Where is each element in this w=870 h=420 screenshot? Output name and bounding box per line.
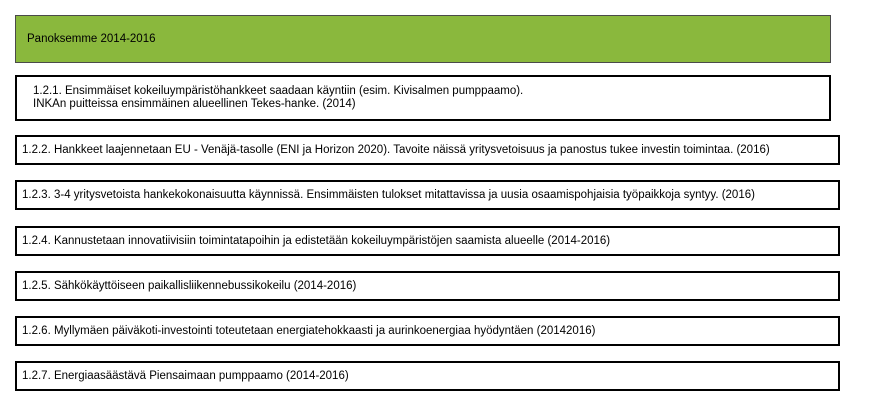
item-box-1-2-4 <box>15 226 840 256</box>
item-box-1-2-1 <box>15 75 831 121</box>
item-box-1-2-3 <box>15 180 840 210</box>
item-text-1-2-1-line1: 1.2.1. Ensimmäiset kokeiluympäristöhankkeet saadaan käyntiin (esim. Kivisalmen pumppaamo). <box>33 85 524 97</box>
item-text-1-2-5: 1.2.5. Sähkökäyttöiseen paikallisliikennebussikokeilu (2014-2016) <box>22 279 357 292</box>
item-box-1-2-6 <box>15 316 840 346</box>
item-text-1-2-3: 1.2.3. 3-4 yritysvetoista hankekokonaisuutta käynnissä. Ensimmäisten tulokset mitattavissa ja uusia osaamispohjaisia työpaikkoja syntyy. (2016) <box>22 188 755 201</box>
item-text-1-2-6: 1.2.6. Myllymäen päiväkoti-investointi toteutetaan energiatehokkaasti ja aurinkoenergiaa hyödyntäen (20142016) <box>22 324 596 337</box>
item-text-1-2-4: 1.2.4. Kannustetaan innovatiivisiin toimintatapoihin ja edistetään kokeiluympäristöjen saamista alueelle (2014-2016) <box>22 234 611 247</box>
item-text-1-2-7: 1.2.7. Energiaasäästävä Piensaimaan pumppaamo (2014-2016) <box>22 369 349 382</box>
header-box <box>15 15 831 63</box>
item-text-1-2-2: 1.2.2. Hankkeet laajennetaan EU - Venäjä-tasolle (ENI ja Horizon 2020). Tavoite näissä yritysvetoisuus ja panostus tukee investin toimintaa. (2016) <box>22 143 770 156</box>
item-box-1-2-2 <box>15 135 840 165</box>
item-text-1-2-1-line2: INKAn puitteissa ensimmäinen alueellinen Tekes-hanke. (2014) <box>33 98 356 110</box>
item-box-1-2-5 <box>15 271 840 301</box>
header-title: Panoksemme 2014-2016 <box>27 32 156 45</box>
item-box-1-2-7 <box>15 361 840 391</box>
